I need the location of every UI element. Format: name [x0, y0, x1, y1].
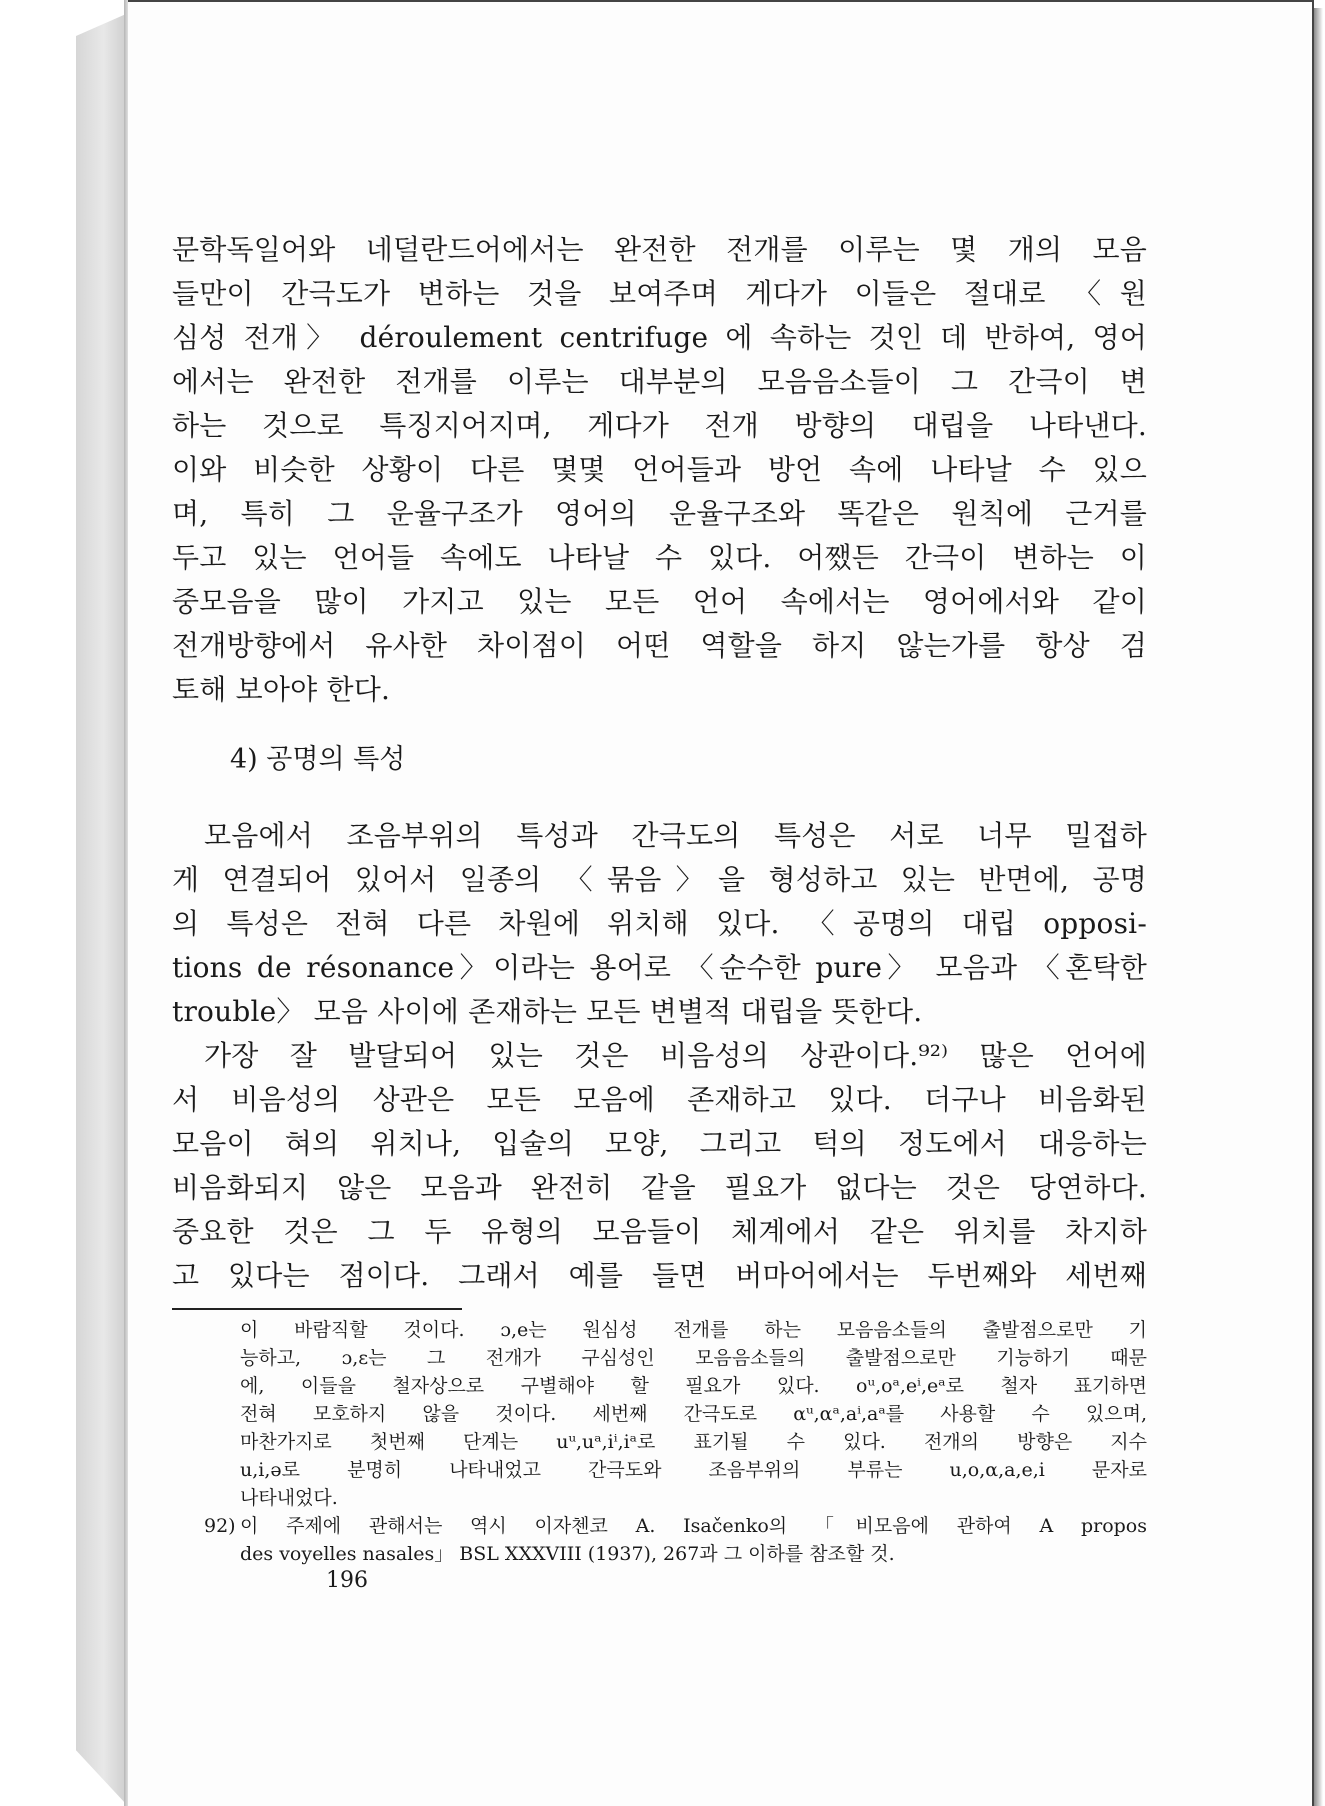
body-line: 이와 비슷한 상황이 다른 몇몇 언어들과 방언 속에 나타날 수 있으: [172, 453, 1147, 486]
body-line: tions de résonance〉이라는 용어로 〈순수한 pure〉 모음과 〈혼탁한: [172, 951, 1147, 984]
footnote-line: 전혀 모호하지 않을 것이다. 세번째 간극도로 αᵘ,αᵃ,aⁱ,aᵃ를 사용할 수 있으며,: [240, 1403, 1147, 1425]
footnote-92-line-2: des voyelles nasales」 BSL XXXVIII (1937), 267과 그 이하를 참조할 것.: [240, 1543, 895, 1565]
footnote-line: u,i,ə로 분명히 나타내었고 간극도와 조음부위의 부류는 u,o,α,a,e,i 문자로: [240, 1459, 1147, 1481]
body-line: 하는 것으로 특징지어지며, 게다가 전개 방향의 대립을 나타낸다.: [172, 409, 1147, 442]
footnote-92-line-1: [172, 1512, 1147, 1540]
footnote-divider: [172, 1308, 462, 1310]
body-line: 며, 특히 그 운율구조가 영어의 운율구조와 똑같은 원칙에 근거를: [172, 497, 1147, 530]
footnote-number: 92): [204, 1515, 236, 1537]
footnote-text: 이 주제에 관해서는 역시 이자첸코 A. Isačenko의 「비모음에 관하여 A propos: [240, 1515, 1147, 1537]
body-line: 게 연결되어 있어서 일종의 〈묶음〉을 형성하고 있는 반면에, 공명: [172, 863, 1147, 896]
body-line: 두고 있는 언어들 속에도 나타날 수 있다. 어쨌든 간극이 변하는 이: [172, 541, 1147, 574]
footnote-line: 능하고, ɔ,ɛ는 그 전개가 구심성인 모음음소들의 출발점으로만 기능하기 때문: [240, 1347, 1147, 1369]
body-line: 문학독일어와 네덜란드어에서는 완전한 전개를 이루는 몇 개의 모음: [172, 233, 1147, 266]
paragraph-3: [172, 1034, 1147, 1298]
book-edge: [76, 14, 126, 1804]
body-line: 모음에서 조음부위의 특성과 간극도의 특성은 서로 너무 밀접하: [204, 819, 1147, 852]
page-shadow: [1314, 8, 1323, 1806]
body-line: 에서는 완전한 전개를 이루는 대부분의 모음음소들이 그 간극이 변: [172, 365, 1147, 398]
footnote-line: 마찬가지로 첫번째 단계는 uᵘ,uᵃ,iⁱ,iᵃ로 표기될 수 있다. 전개의 방향은 지수: [240, 1431, 1147, 1453]
body-line: 심성 전개〉 déroulement centrifuge 에 속하는 것인 데 반하여, 영어: [172, 321, 1147, 354]
body-line: 고 있다는 점이다. 그래서 예를 들면 버마어에서는 두번째와 세번째: [172, 1259, 1147, 1292]
body-line: 토해 보아야 한다.: [172, 673, 391, 706]
body-line: 중모음을 많이 가지고 있는 모든 언어 속에서는 영어에서와 같이: [172, 585, 1147, 618]
page-content: [172, 228, 1147, 1568]
body-line: 들만이 간극도가 변하는 것을 보여주며 게다가 이들은 절대로 〈원: [172, 277, 1147, 310]
footnote-line: 에, 이들을 철자상으로 구별해야 할 필요가 있다. oᵘ,oᵃ,eⁱ,eᵃ로 철자 표기하면: [240, 1375, 1147, 1397]
body-line: 서 비음성의 상관은 모든 모음에 존재하고 있다. 더구나 비음화된: [172, 1083, 1147, 1116]
body-line: 전개방향에서 유사한 차이점이 어떤 역할을 하지 않는가를 항상 검: [172, 629, 1147, 662]
body-line: trouble〉 모음 사이에 존재하는 모든 변별적 대립을 뜻한다.: [172, 995, 923, 1028]
paragraph-2: [172, 814, 1147, 1034]
body-line: 중요한 것은 그 두 유형의 모음들이 체계에서 같은 위치를 차지하: [172, 1215, 1147, 1248]
page-number: 196: [326, 1568, 368, 1593]
body-line: 의 특성은 전혀 다른 차원에 위치해 있다. 〈공명의 대립 opposi-: [172, 907, 1147, 940]
body-line: 비음화되지 않은 모음과 완전히 같을 필요가 없다는 것은 당연하다.: [172, 1171, 1147, 1204]
footnotes: [172, 1316, 1147, 1568]
footnote-line: 나타내었다.: [240, 1487, 338, 1509]
section-heading: 4) 공명의 특성: [230, 744, 406, 775]
body-line: 가장 잘 발달되어 있는 것은 비음성의 상관이다.⁹²⁾ 많은 언어에: [204, 1039, 1147, 1072]
paragraph-1: [172, 228, 1147, 712]
footnote-line: 이 바람직할 것이다. ɔ,e는 원심성 전개를 하는 모음음소들의 출발점으로만 기: [240, 1319, 1147, 1341]
body-line: 모음이 혀의 위치나, 입술의 모양, 그리고 턱의 정도에서 대응하는: [172, 1127, 1147, 1160]
